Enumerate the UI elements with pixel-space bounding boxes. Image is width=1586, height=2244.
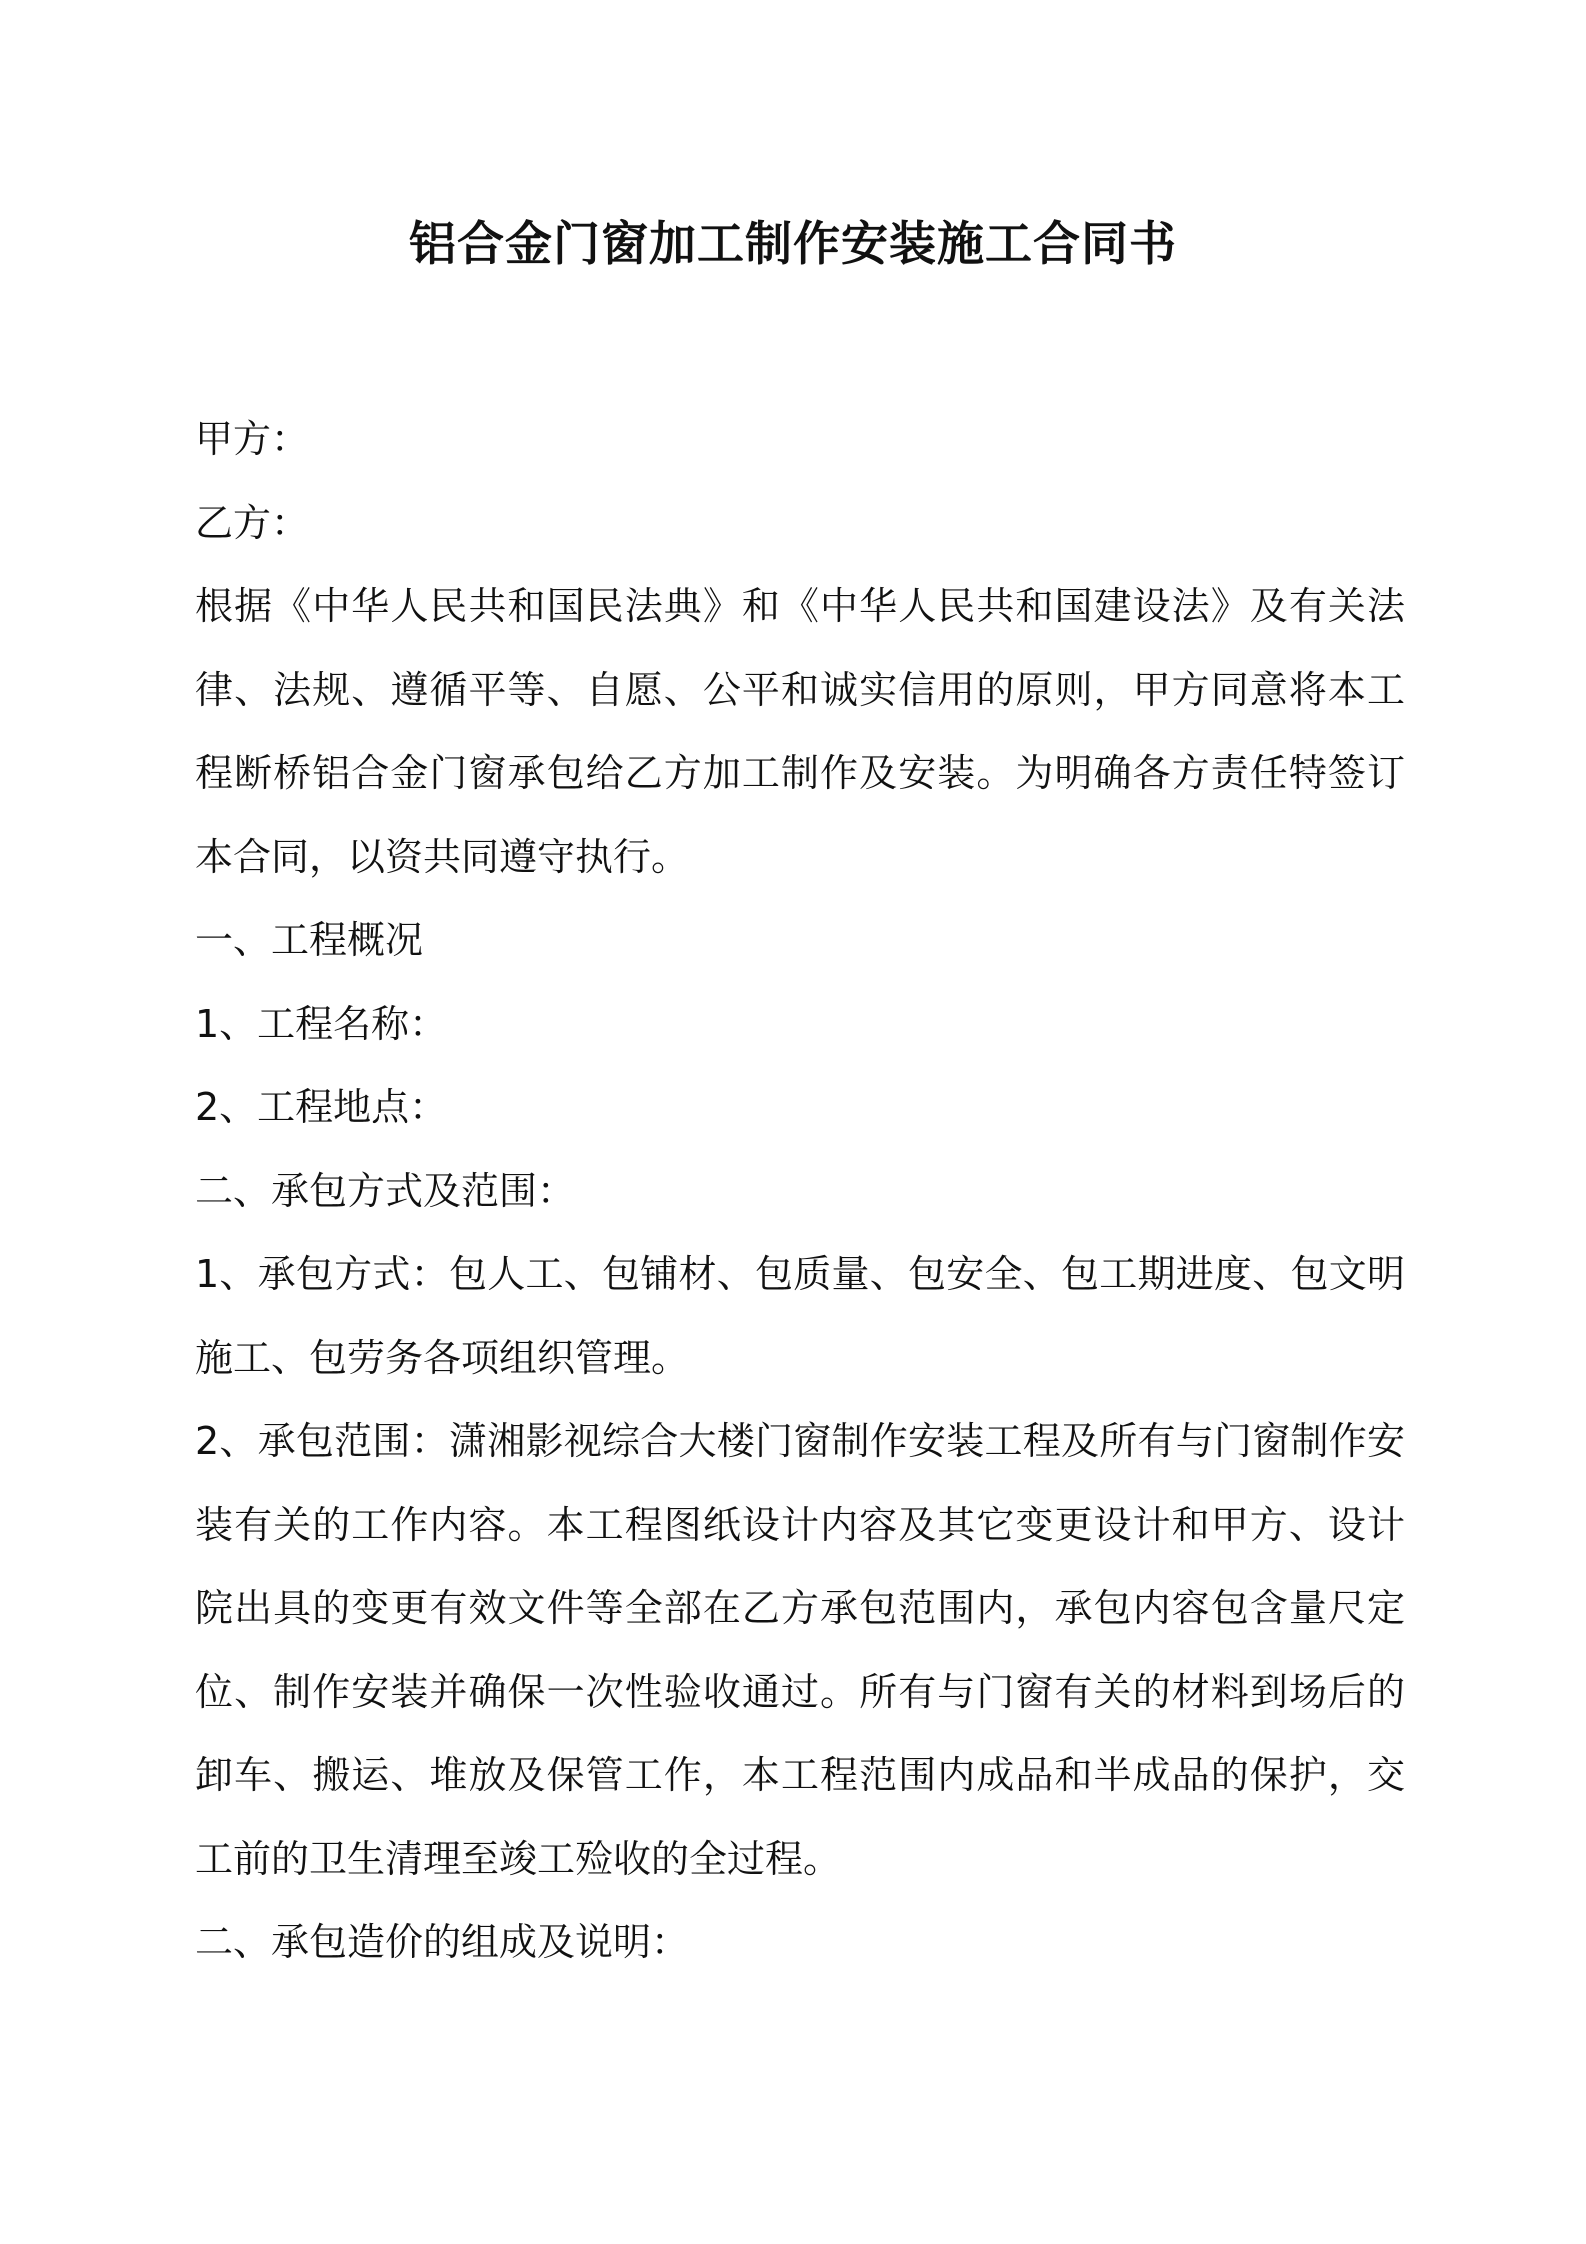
- project-name-line: 1、工程名称：: [195, 1001, 448, 1046]
- project-location-line: 2、工程地点：: [195, 1085, 448, 1129]
- contract-scope-paragraph: 2、承包范围：潇湘影视综合大楼门窗制作安装工程及所有与门窗制作安装有关的工作内容。本工程图纸设计内容及其它变更设计和甲方、设计院出具的变更有效文件等全部在乙方承包范围内，承包内容包含量尺定位、制作安装并确保一次性验收通过。所有与门窗有关的材料到场后的卸车、搬运、堆放及保管工作，本工程范围内成品和半成品的保护，交工前的卫生清理至竣工殓收的全过程。: [195, 1419, 1405, 1881]
- section-heading-project-overview: 一、工程概况: [195, 918, 424, 962]
- document-title: 铝合金门窗加工制作安装施工合同书: [409, 217, 1177, 272]
- preamble-paragraph: 根据《中华人民共和国民法典》和《中华人民共和国建设法》及有关法律、法规、遵循平等、自愿、公平和诚实信用的原则，甲方同意将本工程断桥铝合金门窗承包给乙方加工制作及安装。为明确各方责任特签订本合同，以资共同遵守执行。: [195, 584, 1405, 879]
- party-a-line: 甲方：: [195, 417, 310, 461]
- document-body: [195, 398, 1405, 1985]
- party-b-line: 乙方：: [195, 500, 310, 545]
- section-heading-contract-price: 二、承包造价的组成及说明：: [195, 1920, 690, 1964]
- section-heading-contract-scope: 二、承包方式及范围：: [195, 1168, 576, 1213]
- contract-method-paragraph: 1、承包方式：包人工、包铺材、包质量、包安全、包工期进度、包文明施工、包劳务各项组织管理。: [195, 1252, 1405, 1380]
